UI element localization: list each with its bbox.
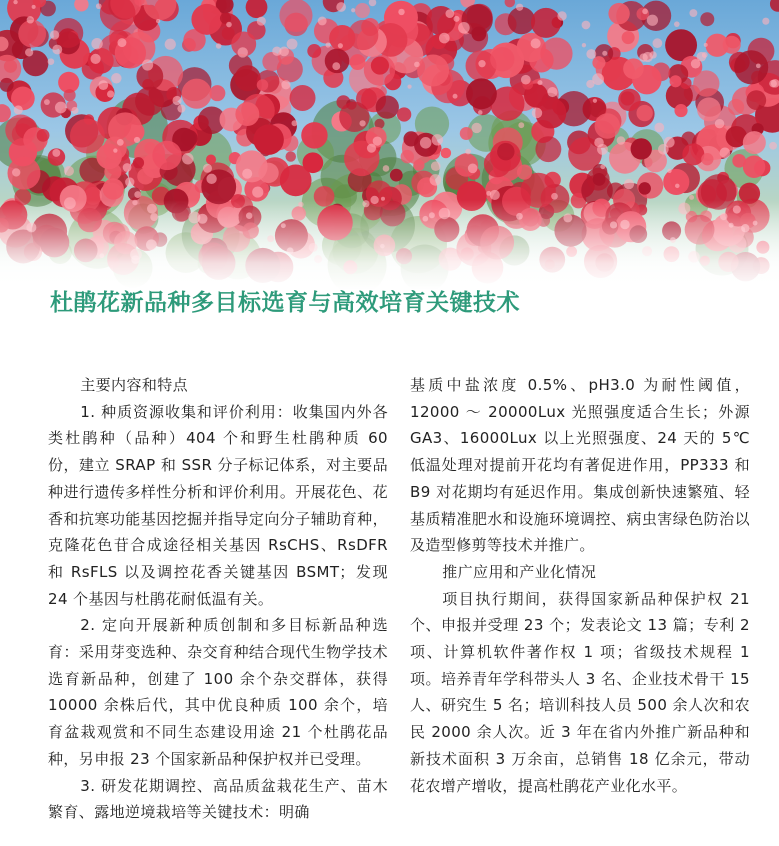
paragraph-breeding: 2. 定向开展新种质创制和多目标新品种选育：采用芽变选种、杂交育种结合现代生物学技术选育新品种，创建了 100 余个杂交群体，获得 10000 余株后代，其中优良种质 100 余个，培育盆栽观赏和不同生态建设用途 21 个杜鹃花品种，另申报 23 个国家新品种保护权并已受理。 [48,616,388,768]
paragraph-germplasm: 1. 种质资源收集和评价利用：收集国内外各类杜鹃种（品种）404 个和野生杜鹃种质 60 份，建立 SRAP 和 SSR 分子标记体系，对主要品种进行遗传多样性分析和评价利用。开展花色、花香和抗寒功能基因挖掘并指导定向分子辅助育种，克隆花色苷合成途径相关基因 RsCHS、RsDFR 和 RsFLS 以及调控花香关键基因 BSMT；发现 24 个基因与杜鹃花耐低温有关。 [48,402,388,608]
paragraph-application: 项目执行期间，获得国家新品种保护权 21 个、申报并受理 23 个；发表论文 13 篇；专利 2 项、计算机软件著作权 1 项；省级技术规程 1 项。培养青年学科带头人 3 名、企业技术骨干 15 人、研究生 5 名；培训科技人员 500 余人次和农民 2000 余人次。近 3 年在省内外推广新品种和新技术面积 3 万余亩，总销售 18 亿余元，带动花农增产增收，提高杜鹃花产业化水平。 [410,589,750,795]
right-column [410,372,750,799]
section-heading-main-content: 主要内容和特点 [80,376,189,394]
section-heading-application: 推广应用和产业化情况 [442,562,597,581]
left-column [48,372,388,826]
hero-fade [0,200,779,290]
hero-photo [0,0,779,290]
paragraph-techniques-start: 3. 研发花期调控、高品质盆栽花生产、苗木繁育、露地逆境栽培等关键技术：明确 [48,776,388,822]
article-title: 杜鹃花新品种多目标选育与高效培育关键技术 [50,290,520,316]
paragraph-techniques-cont: 基质中盐浓度 0.5%、pH3.0 为耐性阈值，12000 ～ 20000Lux 光照强度适合生长；外源 GA3、16000Lux 以上光照强度、24 天的 5℃低温处理对提前开花均有著促进作用，PP333 和 B9 对花期均有延迟作用。集成创新快速繁殖、轻基质精准肥水和设施环境调控、病虫害绿色防治以及造型修剪等技术并推广。 [410,376,750,555]
